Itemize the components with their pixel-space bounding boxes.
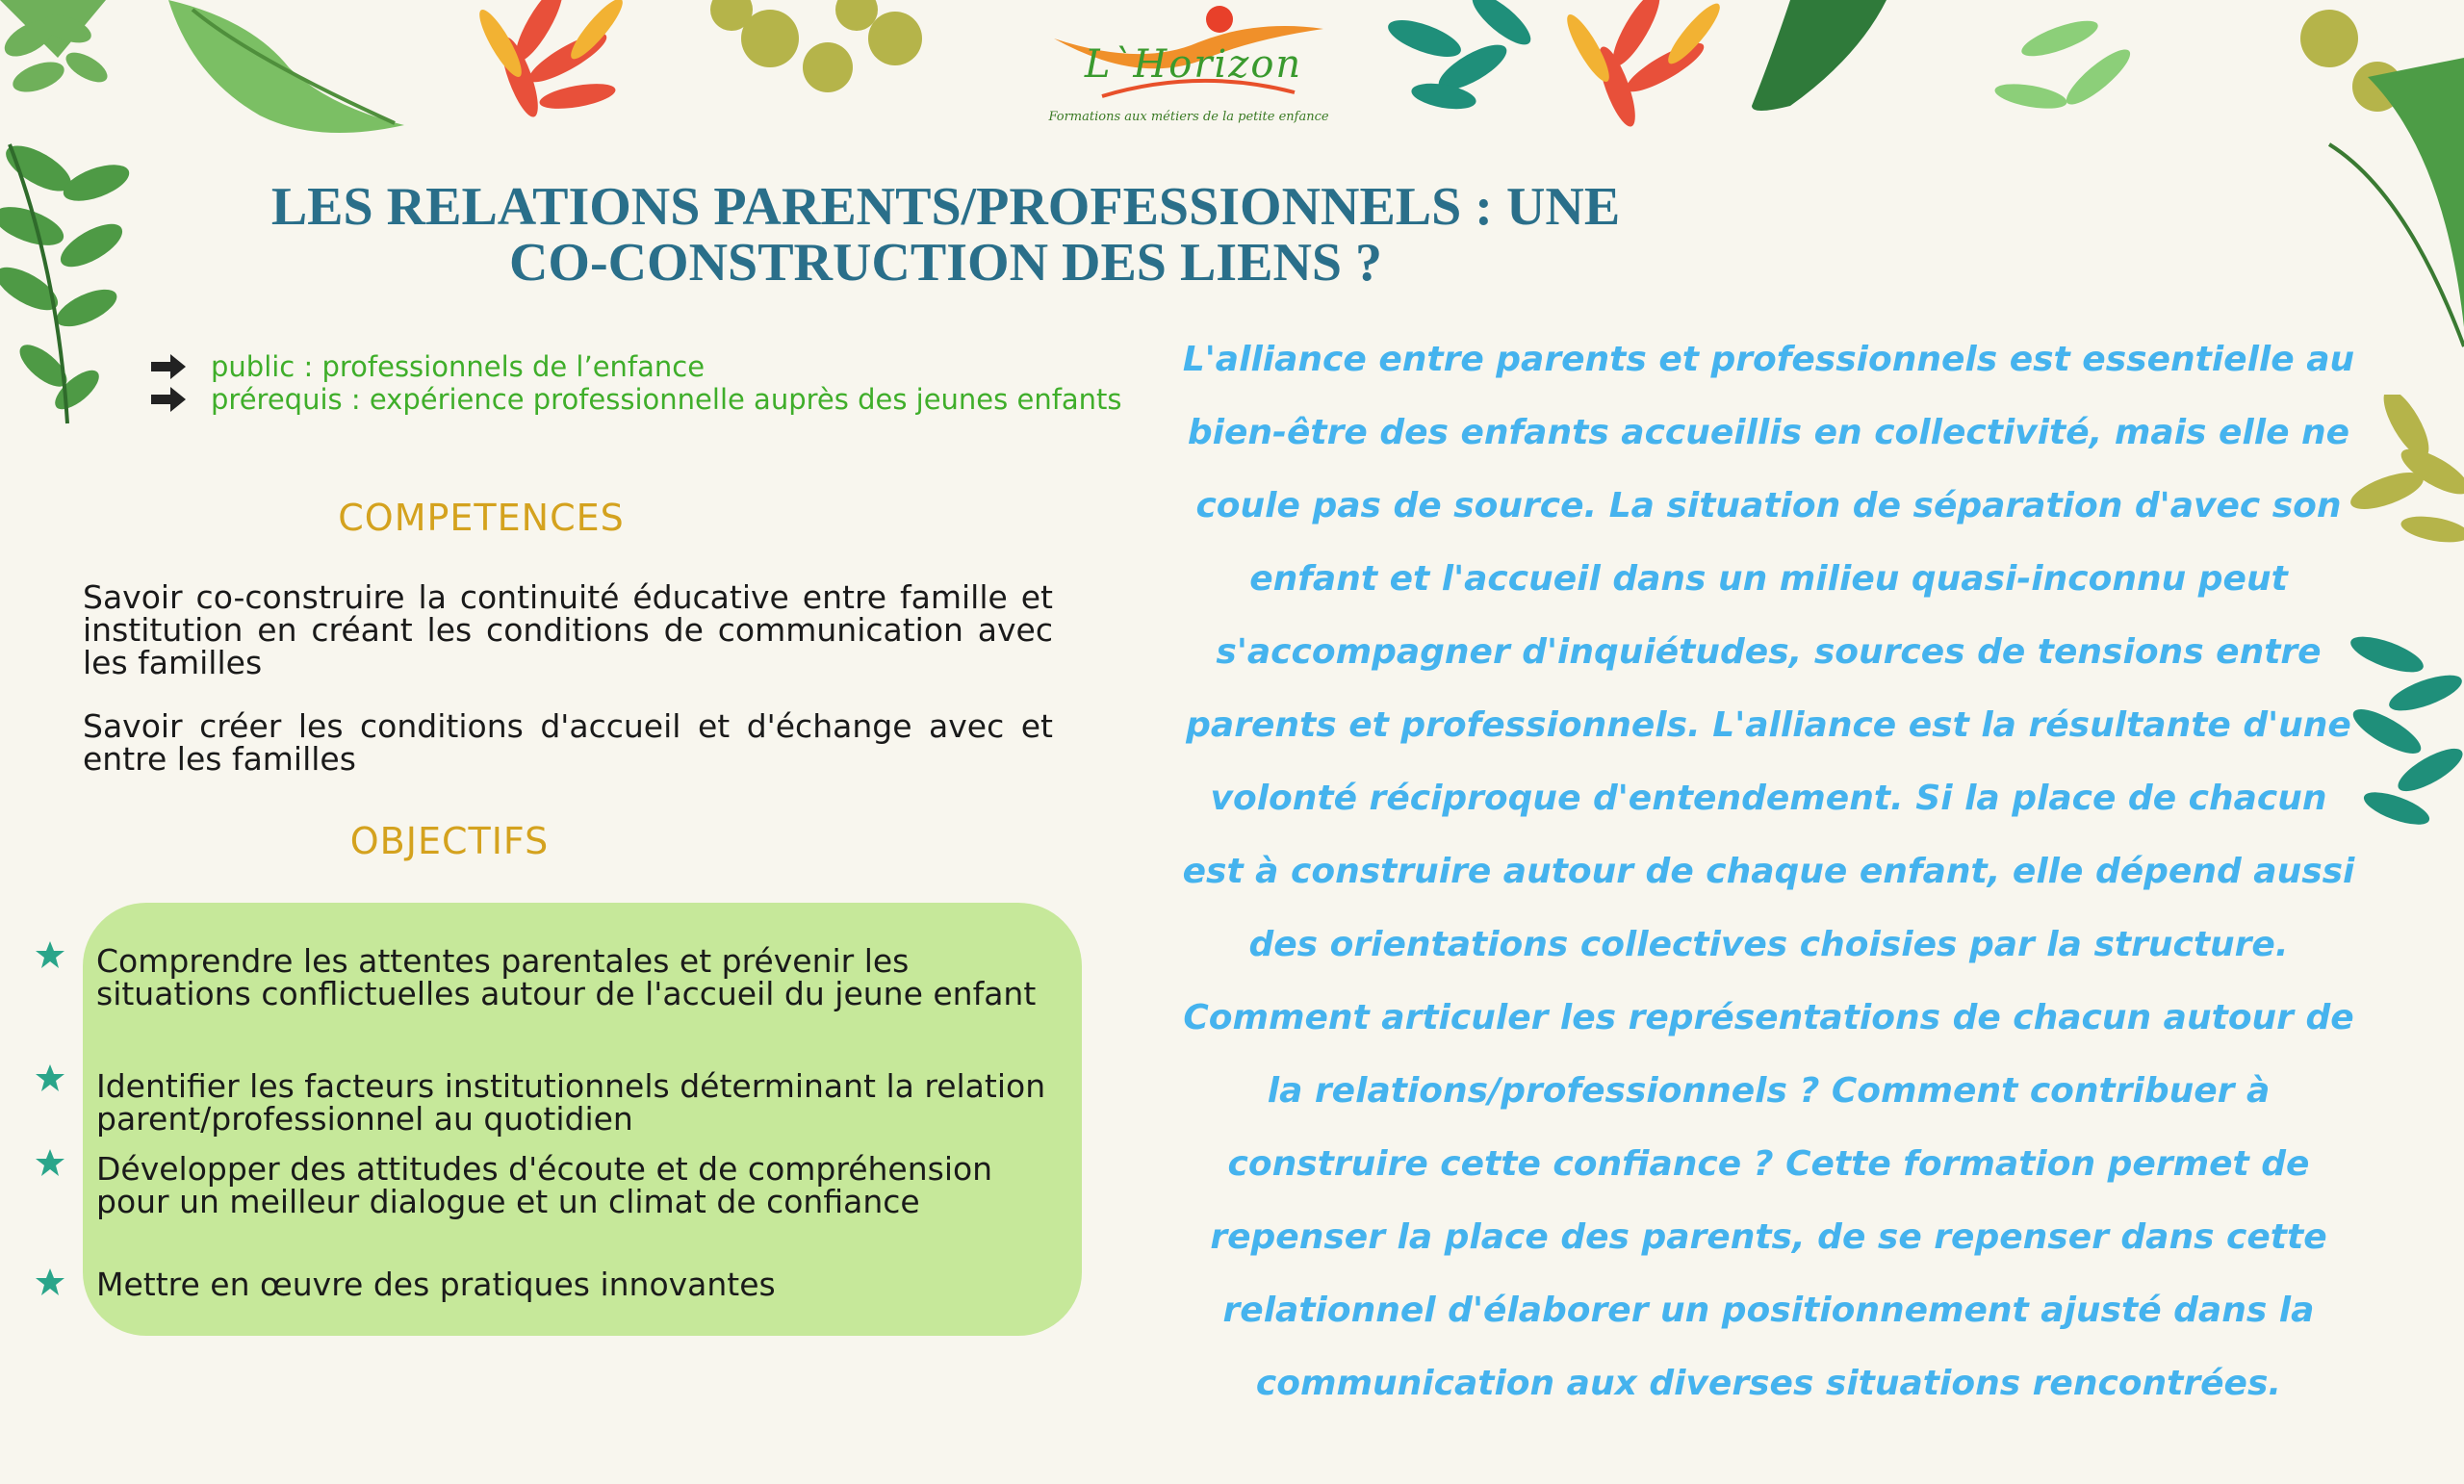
logo-tagline: Formations aux métiers de la petite enfance [1048, 110, 1329, 124]
audience-info [149, 350, 1169, 416]
objective-item: Comprendre les attentes parentales et prévenir les situations conflictuelles autour de l'accueil du jeune enfant [96, 942, 1037, 1012]
course-description: L'alliance entre parents et professionnels est essentielle au bien-être des enfants accueillis en collectivité, mais elle ne coule pas de source. La situation de séparation d'avec son enfant et l'accueil dans un milieu quasi-inconnu peut s'accompagner d'inquiétudes, sources de tensions entre parents et professionnels. L'alliance est la résultante d'une volonté réciproque d'entendement. Si la place de chacun est à construire autour de chaque enfant, elle dépend aussi des orientations collectives choisies par la structure. Comment articuler les représentations de chacun autour de la relations/professionnels ? Comment contribuer à construire cette confiance ? Cette formation permet de repenser la place des parents, de se repenser dans cette relationnel d'élaborer un positionnement ajusté dans la communication aux diverses situations rencontrées. [1182, 340, 2355, 1403]
prerequis-text: prérequis : expérience professionnelle auprès des jeunes enfants [211, 383, 1122, 416]
objective-item: Identifier les facteurs institutionnels déterminant la relation parent/professionnel au quotidien [96, 1067, 1046, 1138]
leaf-decoration-icon [2348, 395, 2464, 876]
objective-item: Développer des attitudes d'écoute et de compréhension pour un meilleur dialogue et un climat de confiance [96, 1150, 993, 1220]
objective-item: Mettre en œuvre des pratiques innovantes [96, 1266, 776, 1303]
public-text: public : professionnels de l’enfance [211, 350, 706, 383]
star-icon [35, 1267, 65, 1297]
prerequis-row [149, 383, 1169, 416]
arrow-right-icon [149, 385, 188, 414]
star-icon [35, 1147, 65, 1178]
star-icon [35, 939, 65, 970]
competence-item: Savoir créer les conditions d'accueil et d'échange avec et entre les familles [83, 707, 1053, 778]
arrow-right-icon [149, 352, 188, 381]
brand-logo [1044, 0, 1333, 130]
public-row [149, 350, 1169, 383]
competence-item: Savoir co-construire la continuité éducative entre famille et institution en créant les conditions de communication avec les familles [83, 578, 1053, 681]
logo-name: L`Horizon [1084, 42, 1303, 87]
competences-heading: COMPETENCES [338, 497, 625, 539]
objectifs-heading: OBJECTIFS [349, 820, 550, 862]
page-title: LES RELATIONS PARENTS/PROFESSIONNELS : UNE CO-CONSTRUCTION DES LIENS ? [270, 177, 1621, 293]
star-icon [35, 1062, 65, 1093]
